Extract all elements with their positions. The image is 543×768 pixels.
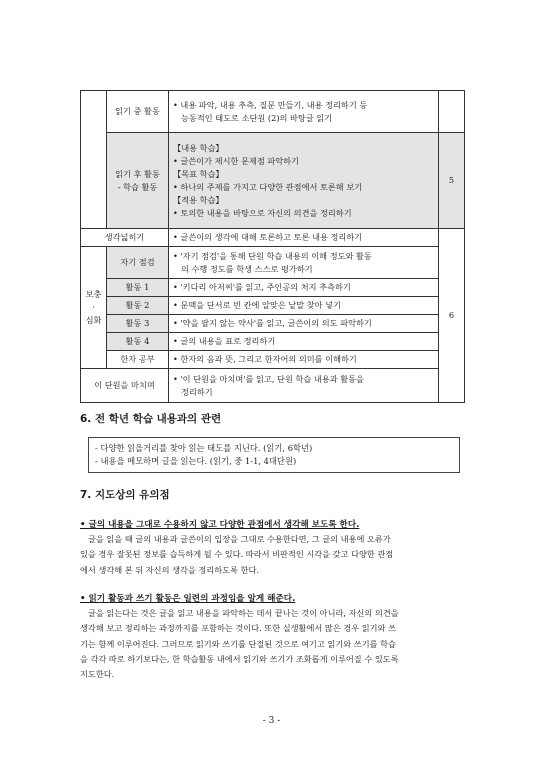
related-item: - 내용을 메모하며 글을 읽는다. (읽기, 중 1-1, 4대단원) xyxy=(95,456,297,466)
body-line: 기는 함께 이루어진다. 그러므로 읽기와 쓰기를 단절된 것으로 여기고 읽기와 쓰기를 학습 xyxy=(80,638,396,649)
content-line: • '자기 점검'을 통해 단원 학습 내용의 이해 정도와 활동 xyxy=(173,250,372,261)
related-item: - 다양한 읽을거리를 찾아 읽는 태도를 지닌다. (읽기, 6학년) xyxy=(95,443,313,453)
content-line: 정리하기 xyxy=(181,386,213,397)
content-line: • 하나의 주제를 가지고 다양한 관점에서 토론해 보기 xyxy=(173,181,363,192)
content-line: • 내용 파악, 내용 추측, 질문 만들기, 내용 정리하기 등 xyxy=(173,99,368,110)
related-content-box xyxy=(88,437,460,473)
row-label: 활동 2 xyxy=(107,297,169,315)
content-line: • '이 단원을 마치며'를 읽고, 단원 학습 내용과 활동을 xyxy=(173,373,364,384)
row-content: • 글쓴이의 생각에 대해 토론하고 토론 내용 정리하기 xyxy=(169,229,439,247)
section-7-title: 7. 지도상의 유의점 xyxy=(80,489,170,501)
row-label-line: - 학습 활동 xyxy=(117,181,158,192)
empty-cell xyxy=(81,91,107,229)
row-label: 생각넓히기 xyxy=(81,229,169,247)
content-line: • 토의한 내용을 바탕으로 자신의 의견을 정리하기 xyxy=(173,207,352,218)
body-line: 있을 경우 잘못된 정보를 습득하게 될 수 있다. 따라서 비판적인 시각을 갖고 다양한 관점 xyxy=(80,549,394,560)
row-content xyxy=(169,91,439,133)
body-line: 지도한다. xyxy=(80,669,115,680)
row-label-line: 읽기 후 활동 xyxy=(115,168,160,179)
supplement-line: 보충 xyxy=(85,289,102,299)
body-line: 글을 읽는다는 것은 글을 읽고 내용을 파악하는 데서 끝나는 것이 아니라, 자신의 의견을 xyxy=(88,608,399,618)
row-label: 자기 점검 xyxy=(107,247,169,279)
content-line: 의 수행 정도를 학생 스스로 평가하기 xyxy=(181,263,313,274)
row-label: 이 단원을 마치며 xyxy=(81,369,169,403)
supplement-label xyxy=(81,247,107,369)
content-line: 【적용 학습】 xyxy=(173,194,224,205)
row-label: 활동 1 xyxy=(107,279,169,297)
body-line: 생각해 보고 정리하는 과정까지를 포함하는 것이다. 또한 실생활에서 많은 경우 읽기와 쓰 xyxy=(80,623,396,634)
row-label: 활동 4 xyxy=(107,333,169,351)
row-content: • '약을 팔지 않는 약사'를 읽고, 글쓴이의 의도 파악하기 xyxy=(169,315,439,333)
note-2-body xyxy=(80,606,464,682)
note-2-title: • 읽기 활동과 쓰기 활동은 일련의 과정임을 알게 해준다. xyxy=(80,594,296,604)
row-content: • 글의 내용을 표로 정리하기 xyxy=(169,333,439,351)
page-number: - 3 - xyxy=(262,716,281,726)
supplement-line: · xyxy=(92,302,95,312)
row-content: • 한자의 음과 뜻, 그리고 한자어의 의미를 이해하기 xyxy=(169,351,439,369)
content-line: 【내용 학습】 xyxy=(173,142,224,153)
row-content xyxy=(169,369,439,403)
hours-cell: 5 xyxy=(439,133,465,229)
row-label: 활동 3 xyxy=(107,315,169,333)
row-label xyxy=(107,133,169,229)
section-6-title: 6. 전 학년 학습 내용과의 관련 xyxy=(80,413,222,425)
lesson-plan-table xyxy=(80,90,465,403)
note-1-body xyxy=(80,532,464,578)
body-line: 에서 생각해 본 뒤 자신의 생각을 정리하도록 한다. xyxy=(80,564,260,575)
body-line: 글을 읽을 때 글의 내용과 글쓴이의 입장을 그대로 수용한다면, 그 글의 내용에 오류가 xyxy=(88,534,391,544)
empty-cell xyxy=(439,91,465,133)
content-line: 【목표 학습】 xyxy=(173,168,224,179)
body-line: 을 각각 따로 하기보다는, 한 학습활동 내에서 읽기와 쓰기가 조화롭게 이루어질 수 있도록 xyxy=(80,653,399,664)
row-label: 한자 공부 xyxy=(107,351,169,369)
content-line: • 글쓴이가 제시한 문제점 파악하기 xyxy=(173,155,299,166)
supplement-line: 심화 xyxy=(85,315,102,325)
hours-cell: 6 xyxy=(439,229,465,403)
row-label: 읽기 중 활동 xyxy=(107,91,169,133)
note-1-title: • 글의 내용을 그대로 수용하지 않고 다양한 관점에서 생각해 보도록 한다. xyxy=(80,520,360,530)
content-line: 능동적인 태도로 소단원 (2)의 바탕글 읽기 xyxy=(181,112,333,123)
row-content xyxy=(169,247,439,279)
row-content: • '키다리 아저씨'를 읽고, 주인공의 처지 추측하기 xyxy=(169,279,439,297)
row-content xyxy=(169,133,439,229)
row-content: • 문맥을 단서로 빈 칸에 알맞은 낱말 찾아 넣기 xyxy=(169,297,439,315)
